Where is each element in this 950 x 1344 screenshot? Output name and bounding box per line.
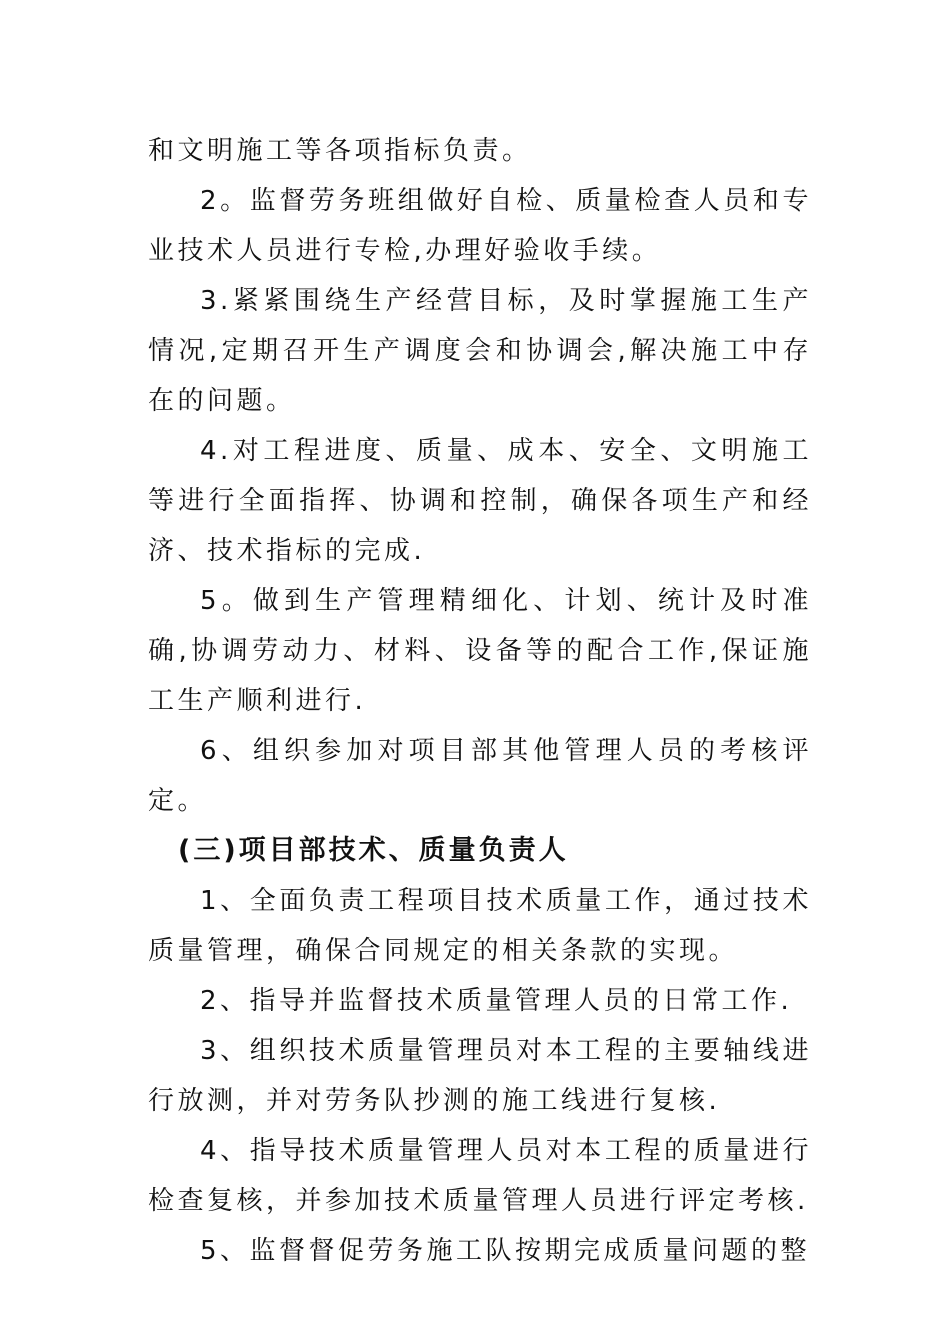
paragraph-item-4: 4.对工程进度、质量、成本、安全、文明施工等进行全面指挥、协调和控制，确保各项生产和经济、技术指标的完成. <box>148 436 812 566</box>
paragraph-item-4: 4、指导技术质量管理人员对本工程的质量进行检查复核，并参加技术质量管理人员进行评定考核. <box>148 1136 812 1216</box>
paragraph-item-6: 6、组织参加对项目部其他管理人员的考核评定。 <box>148 736 812 816</box>
document-body <box>148 126 812 1276</box>
paragraph-continuation: 和文明施工等各项指标负责。 <box>148 136 532 166</box>
paragraph-item-3: 3、组织技术质量管理员对本工程的主要轴线进行放测，并对劳务队抄测的施工线进行复核. <box>148 1036 812 1116</box>
section-heading: (三)项目部技术、质量负责人 <box>178 835 569 866</box>
paragraph-item-2: 2、指导并监督技术质量管理人员的日常工作. <box>200 986 793 1016</box>
paragraph-item-2: 2。监督劳务班组做好自检、质量检查人员和专业技术人员进行专检,办理好验收手续。 <box>148 186 812 266</box>
paragraph-item-3: 3.紧紧围绕生产经营目标，及时掌握施工生产情况,定期召开生产调度会和协调会,解决施工中存在的问题。 <box>148 286 812 416</box>
paragraph-item-5: 5。做到生产管理精细化、计划、统计及时准确,协调劳动力、材料、设备等的配合工作,保证施工生产顺利进行. <box>148 586 812 716</box>
paragraph-item-5: 5、监督督促劳务施工队按期完成质量问题的整 <box>200 1236 811 1266</box>
paragraph-item-1: 1、全面负责工程项目技术质量工作，通过技术质量管理，确保合同规定的相关条款的实现。 <box>148 886 812 966</box>
